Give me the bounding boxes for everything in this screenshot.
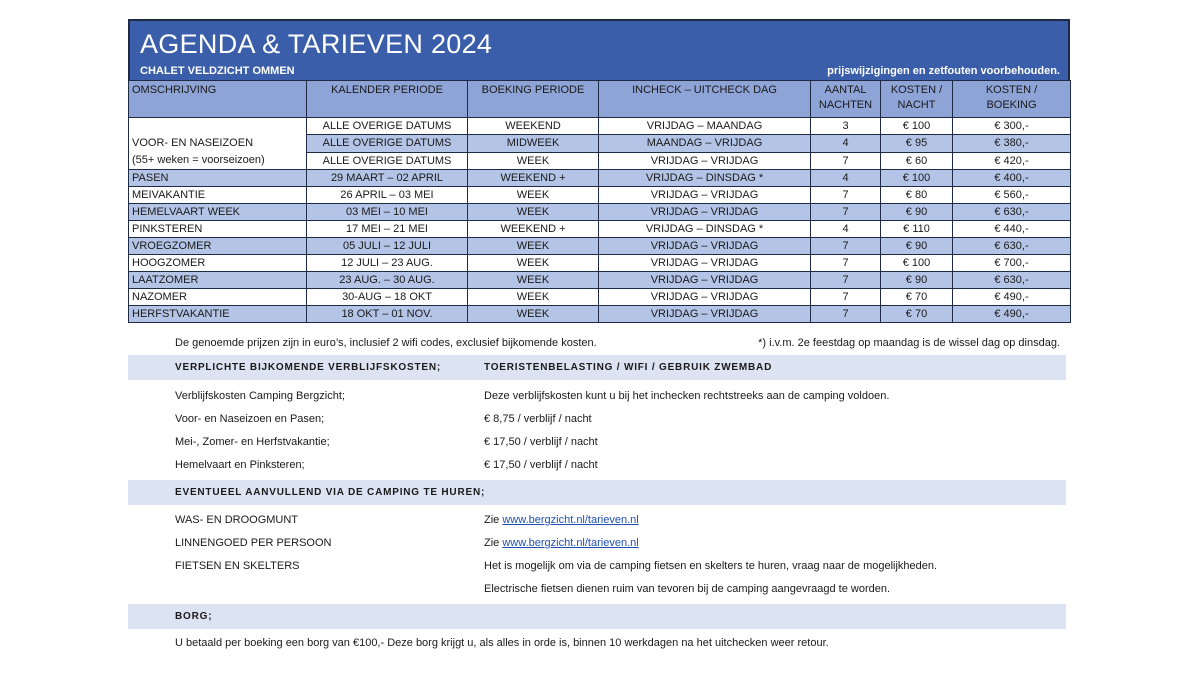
cell-kosten-boeking: € 380,- bbox=[953, 135, 1071, 152]
chalet-name: CHALET VELDZICHT OMMEN bbox=[140, 65, 295, 77]
cell-omschrijving: PASEN bbox=[129, 170, 307, 187]
tariff-table bbox=[128, 80, 1071, 323]
cell-kosten-boeking: € 630,- bbox=[953, 272, 1071, 289]
cell-nachten: 4 bbox=[811, 221, 881, 238]
cell-boeking: WEEK bbox=[468, 289, 599, 306]
fietsen-text: Het is mogelijk om via de camping fietsen en skelters te huren, vraag naar de mogelijkheden. bbox=[484, 560, 938, 572]
cell-nachten: 4 bbox=[811, 170, 881, 187]
cell-kalender: ALLE OVERIGE DATUMS bbox=[307, 118, 468, 135]
verplicht-value: € 8,75 / verblijf / nacht bbox=[484, 413, 592, 425]
prices-note: De genoemde prijzen zijn in euro’s, inclusief 2 wifi codes, exclusief bijkomende kosten. bbox=[175, 337, 597, 349]
table-row bbox=[129, 204, 1071, 221]
table-row bbox=[129, 238, 1071, 255]
cell-boeking: WEEKEND bbox=[468, 118, 599, 135]
cell-incheck: VRIJDAG – VRIJDAG bbox=[599, 289, 811, 306]
cell-kosten-nacht: € 90 bbox=[881, 238, 953, 255]
table-row bbox=[129, 272, 1071, 289]
page-title: AGENDA & TARIEVEN 2024 bbox=[140, 29, 493, 59]
borg-heading-band bbox=[128, 604, 1066, 629]
col-header-omschrijving: OMSCHRIJVING bbox=[129, 81, 307, 118]
cell-boeking: WEEK bbox=[468, 255, 599, 272]
cell-kosten-boeking: € 490,- bbox=[953, 289, 1071, 306]
verplicht-label: Mei-, Zomer- en Herfstvakantie; bbox=[175, 436, 330, 448]
cell-incheck: VRIJDAG – VRIJDAG bbox=[599, 306, 811, 323]
table-header-row bbox=[129, 81, 1071, 118]
tarieven-link[interactable]: www.bergzicht.nl/tarieven.nl bbox=[502, 537, 639, 549]
cell-kosten-nacht: € 90 bbox=[881, 204, 953, 221]
cell-nachten: 7 bbox=[811, 255, 881, 272]
cell-boeking: WEEK bbox=[468, 204, 599, 221]
linnengoed-label: LINNENGOED PER PERSOON bbox=[175, 537, 332, 549]
cell-kosten-nacht: € 70 bbox=[881, 289, 953, 306]
cell-kalender: 03 MEI – 10 MEI bbox=[307, 204, 468, 221]
cell-kalender: 23 AUG. – 30 AUG. bbox=[307, 272, 468, 289]
borg-heading: BORG; bbox=[175, 611, 213, 622]
cell-kalender: 05 JULI – 12 JULI bbox=[307, 238, 468, 255]
table-row bbox=[129, 221, 1071, 238]
cell-omschrijving: PINKSTEREN bbox=[129, 221, 307, 238]
cell-incheck: VRIJDAG – DINSDAG * bbox=[599, 221, 811, 238]
verplicht-heading-band bbox=[128, 355, 1066, 380]
cell-incheck: VRIJDAG – VRIJDAG bbox=[599, 255, 811, 272]
cell-kosten-boeking: € 420,- bbox=[953, 152, 1071, 169]
was-droogmunt-label: WAS- EN DROOGMUNT bbox=[175, 514, 299, 526]
verplicht-subheading: TOERISTENBELASTING / WIFI / GEBRUIK ZWEMBAD bbox=[484, 362, 773, 373]
cell-kosten-boeking: € 560,- bbox=[953, 187, 1071, 204]
cell-omschrijving: NAZOMER bbox=[129, 289, 307, 306]
fietsen-text-2: Electrische fietsen dienen ruim van tevoren bij de camping aangevraagd te worden. bbox=[484, 583, 891, 595]
cell-nachten: 7 bbox=[811, 204, 881, 221]
table-row bbox=[129, 187, 1071, 204]
col-header-boeking: BOEKING PERIODE bbox=[468, 81, 599, 118]
disclaimer: prijswijzigingen en zetfouten voorbehouden. bbox=[827, 65, 1060, 77]
cell-kosten-boeking: € 630,- bbox=[953, 238, 1071, 255]
cell-nachten: 7 bbox=[811, 152, 881, 169]
cell-incheck: MAANDAG – VRIJDAG bbox=[599, 135, 811, 152]
cell-kosten-boeking: € 490,- bbox=[953, 306, 1071, 323]
cell-kosten-nacht: € 100 bbox=[881, 170, 953, 187]
cell-omschrijving: HEMELVAART WEEK bbox=[129, 204, 307, 221]
document-header bbox=[128, 19, 1070, 81]
cell-kosten-boeking: € 300,- bbox=[953, 118, 1071, 135]
cell-boeking: WEEK bbox=[468, 306, 599, 323]
cell-incheck: VRIJDAG – VRIJDAG bbox=[599, 272, 811, 289]
cell-omschrijving: HOOGZOMER bbox=[129, 255, 307, 272]
cell-kosten-nacht: € 95 bbox=[881, 135, 953, 152]
cell-boeking: MIDWEEK bbox=[468, 135, 599, 152]
borg-text: U betaald per boeking een borg van €100,- Deze borg krijgt u, als alles in orde is, binnen 10 werkdagen na het uitchecken weer retour. bbox=[175, 637, 829, 649]
table-row bbox=[129, 255, 1071, 272]
table-row bbox=[129, 289, 1071, 306]
cell-kalender: ALLE OVERIGE DATUMS bbox=[307, 152, 468, 169]
verplicht-label: Hemelvaart en Pinksteren; bbox=[175, 459, 305, 471]
verplicht-label: Verblijfskosten Camping Bergzicht; bbox=[175, 390, 345, 402]
cell-incheck: VRIJDAG – VRIJDAG bbox=[599, 152, 811, 169]
col-header-nachten: AANTAL NACHTEN bbox=[811, 81, 881, 118]
cell-kalender: 12 JULI – 23 AUG. bbox=[307, 255, 468, 272]
cell-incheck: VRIJDAG – VRIJDAG bbox=[599, 238, 811, 255]
cell-nachten: 3 bbox=[811, 118, 881, 135]
table-row bbox=[129, 306, 1071, 323]
cell-nachten: 7 bbox=[811, 187, 881, 204]
verplicht-value: € 17,50 / verblijf / nacht bbox=[484, 436, 598, 448]
cell-nachten: 7 bbox=[811, 272, 881, 289]
feestdag-note: *) i.v.m. 2e feestdag op maandag is de wissel dag op dinsdag. bbox=[758, 337, 1060, 349]
cell-kosten-boeking: € 700,- bbox=[953, 255, 1071, 272]
cell-kosten-nacht: € 100 bbox=[881, 118, 953, 135]
cell-boeking: WEEKEND + bbox=[468, 221, 599, 238]
cell-boeking: WEEK bbox=[468, 187, 599, 204]
cell-omschrijving: LAATZOMER bbox=[129, 272, 307, 289]
cell-kosten-boeking: € 630,- bbox=[953, 204, 1071, 221]
cell-kalender: 29 MAART – 02 APRIL bbox=[307, 170, 468, 187]
table-row bbox=[129, 170, 1071, 187]
cell-kosten-nacht: € 90 bbox=[881, 272, 953, 289]
col-header-incheck: INCHECK – UITCHECK DAG bbox=[599, 81, 811, 118]
tarieven-link[interactable]: www.bergzicht.nl/tarieven.nl bbox=[502, 514, 639, 526]
cell-incheck: VRIJDAG – MAANDAG bbox=[599, 118, 811, 135]
verplicht-value: Deze verblijfskosten kunt u bij het inchecken rechtstreeks aan de camping voldoen. bbox=[484, 390, 890, 402]
cell-kosten-nacht: € 110 bbox=[881, 221, 953, 238]
linnengoed-value: Zie www.bergzicht.nl/tarieven.nl bbox=[484, 537, 639, 549]
cell-omschrijving: MEIVAKANTIE bbox=[129, 187, 307, 204]
cell-incheck: VRIJDAG – DINSDAG * bbox=[599, 170, 811, 187]
cell-kosten-boeking: € 440,- bbox=[953, 221, 1071, 238]
cell-boeking: WEEKEND + bbox=[468, 170, 599, 187]
fietsen-label: FIETSEN EN SKELTERS bbox=[175, 560, 300, 572]
cell-incheck: VRIJDAG – VRIJDAG bbox=[599, 204, 811, 221]
col-header-kosten-boeking: KOSTEN / BOEKING bbox=[953, 81, 1071, 118]
table-row bbox=[129, 118, 1071, 135]
aanvullend-heading-band bbox=[128, 480, 1066, 505]
cell-omschrijving: HERFSTVAKANTIE bbox=[129, 306, 307, 323]
aanvullend-heading: EVENTUEEL AANVULLEND VIA DE CAMPING TE HUREN; bbox=[175, 487, 486, 498]
cell-kosten-nacht: € 80 bbox=[881, 187, 953, 204]
verplicht-value: € 17,50 / verblijf / nacht bbox=[484, 459, 598, 471]
cell-boeking: WEEK bbox=[468, 238, 599, 255]
cell-kosten-nacht: € 60 bbox=[881, 152, 953, 169]
cell-boeking: WEEK bbox=[468, 152, 599, 169]
cell-nachten: 7 bbox=[811, 289, 881, 306]
cell-nachten: 7 bbox=[811, 306, 881, 323]
cell-kalender: 30-AUG – 18 OKT bbox=[307, 289, 468, 306]
cell-nachten: 4 bbox=[811, 135, 881, 152]
verplicht-heading: VERPLICHTE BIJKOMENDE VERBLIJFSKOSTEN; bbox=[175, 362, 441, 373]
cell-kalender: 17 MEI – 21 MEI bbox=[307, 221, 468, 238]
cell-kalender: 26 APRIL – 03 MEI bbox=[307, 187, 468, 204]
cell-kalender: ALLE OVERIGE DATUMS bbox=[307, 135, 468, 152]
cell-kosten-nacht: € 100 bbox=[881, 255, 953, 272]
cell-nachten: 7 bbox=[811, 238, 881, 255]
cell-kosten-boeking: € 400,- bbox=[953, 170, 1071, 187]
col-header-kosten-nacht: KOSTEN / NACHT bbox=[881, 81, 953, 118]
col-header-kalender: KALENDER PERIODE bbox=[307, 81, 468, 118]
was-droogmunt-value: Zie www.bergzicht.nl/tarieven.nl bbox=[484, 514, 639, 526]
cell-kalender: 18 OKT – 01 NOV. bbox=[307, 306, 468, 323]
cell-omschrijving: VROEGZOMER bbox=[129, 238, 307, 255]
cell-boeking: WEEK bbox=[468, 272, 599, 289]
voor-naseizoen-label: VOOR- EN NASEIZOEN (55+ weken = voorseizoen) bbox=[129, 118, 307, 170]
verplicht-label: Voor- en Naseizoen en Pasen; bbox=[175, 413, 325, 425]
cell-kosten-nacht: € 70 bbox=[881, 306, 953, 323]
cell-incheck: VRIJDAG – VRIJDAG bbox=[599, 187, 811, 204]
